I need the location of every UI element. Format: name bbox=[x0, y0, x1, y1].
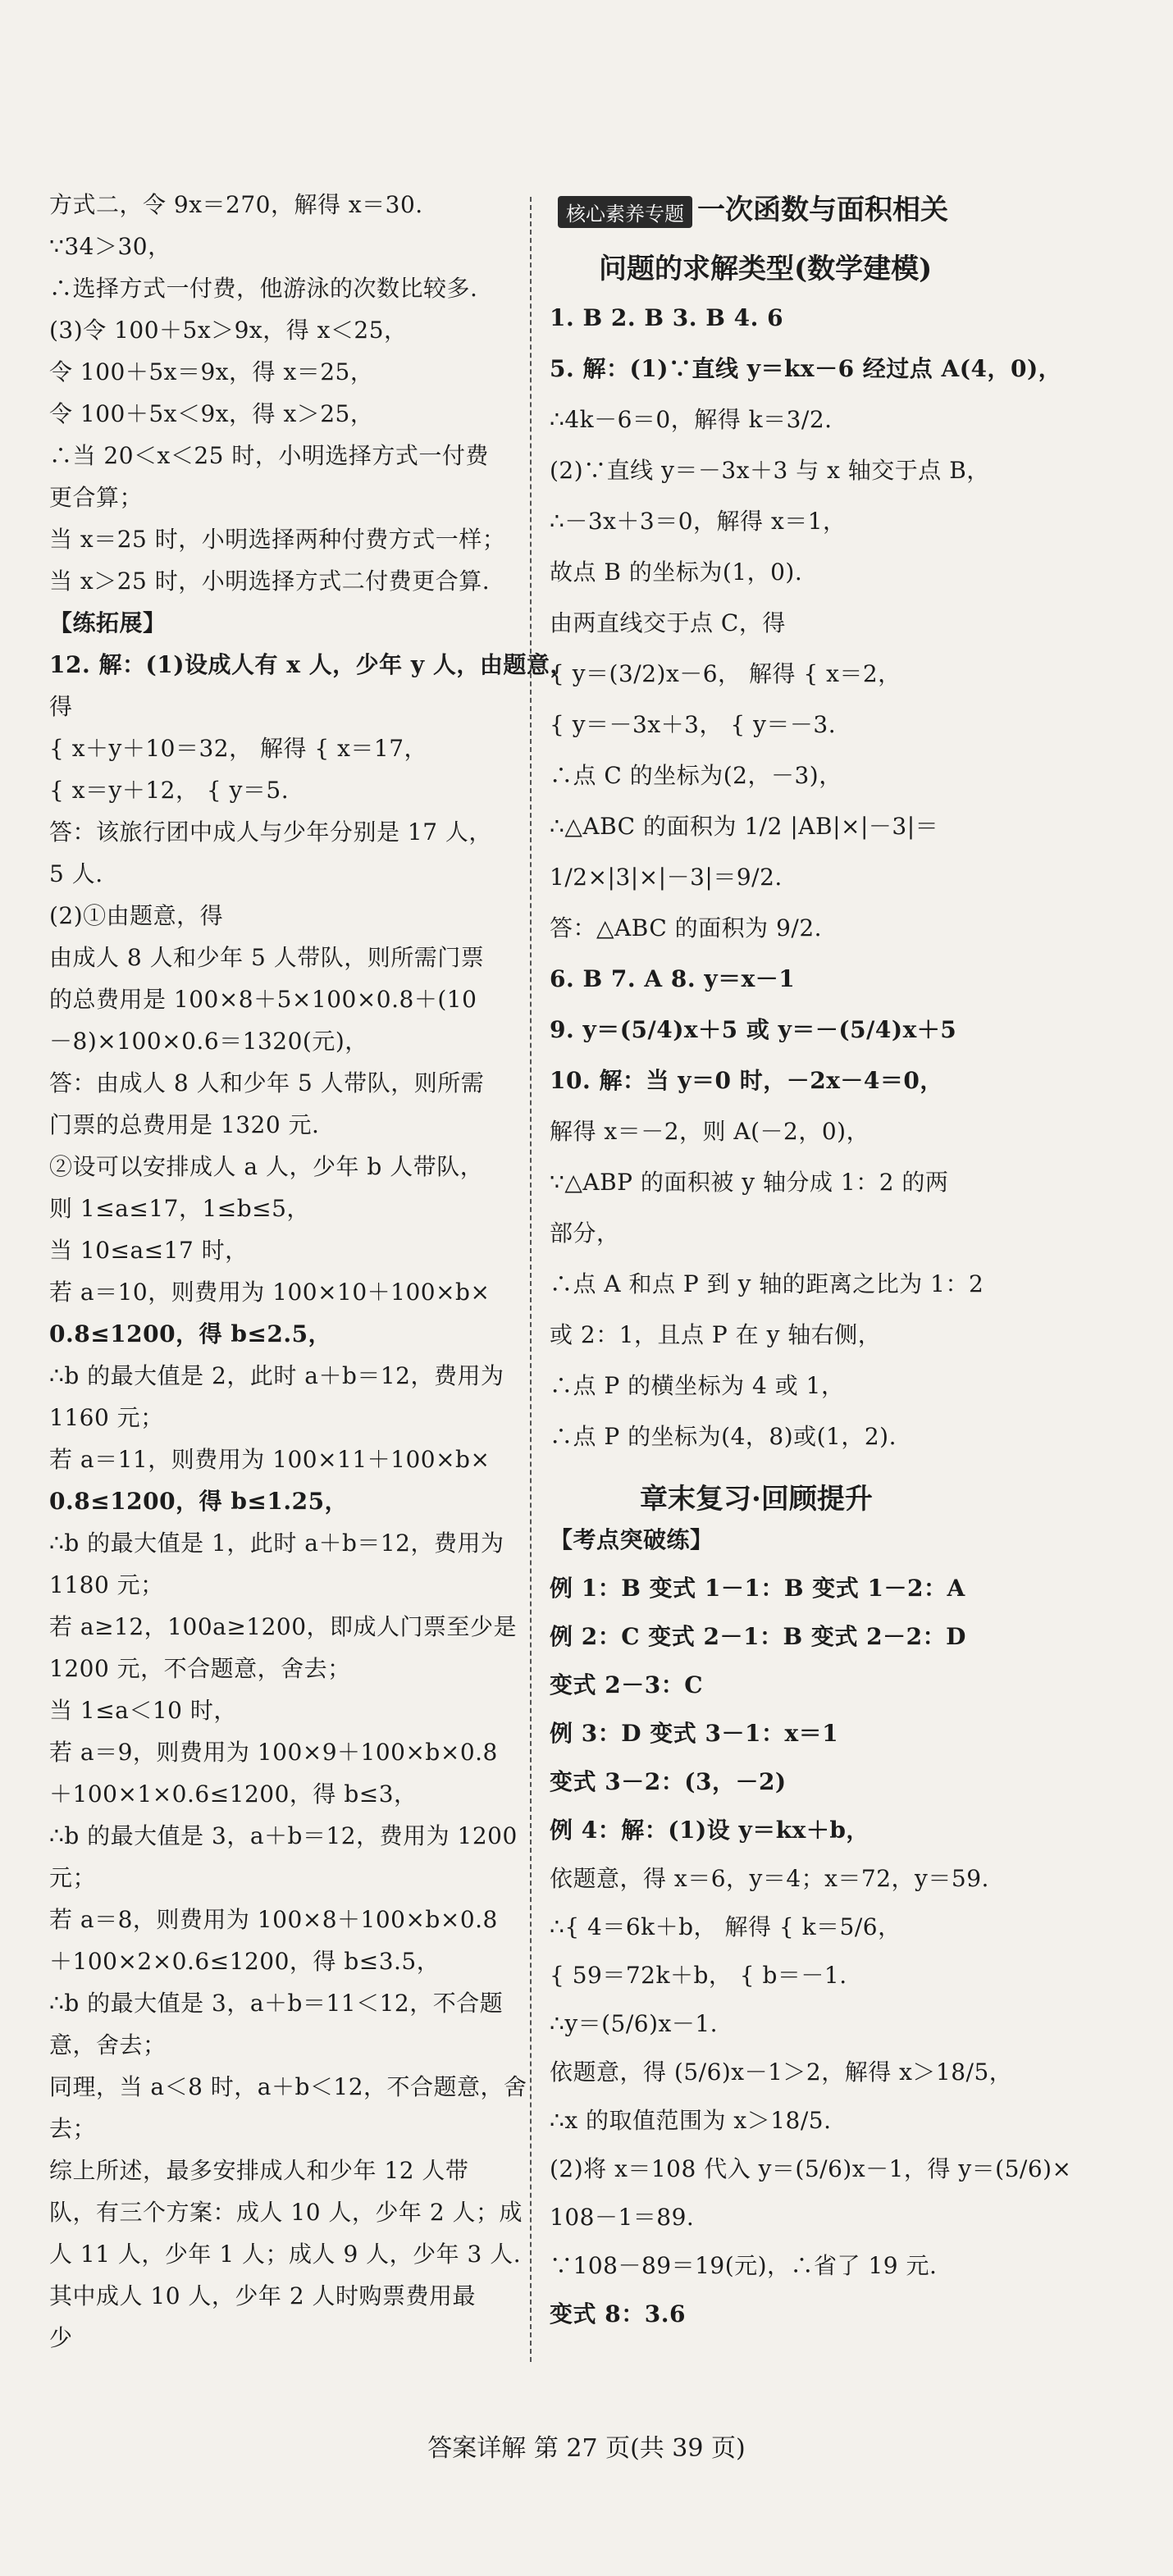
text-line: 答：该旅行团中成人与少年分别是 17 人， bbox=[49, 818, 492, 846]
text-line: 或 2：1，且点 P 在 y 轴右侧， bbox=[550, 1321, 882, 1348]
text-line: ∴b 的最大值是 3，a＋b＝11＜12，不合题 bbox=[49, 1990, 504, 2017]
page-footer: 答案详解 第 27 页(共 39 页) bbox=[427, 2434, 746, 2463]
text-line: 10. 解：当 y＝0 时，－2x－4＝0， bbox=[550, 1067, 943, 1094]
text-line: 例 1：B 变式 1－1：B 变式 1－2：A bbox=[550, 1575, 965, 1602]
text-line: ∵△ABP 的面积被 y 轴分成 1：2 的两 bbox=[550, 1169, 949, 1196]
text-line: 【考点突破练】 bbox=[550, 1526, 714, 1553]
text-line: 1. B 2. B 3. B 4. 6 bbox=[550, 304, 784, 331]
text-line: 队，有三个方案：成人 10 人，少年 2 人；成 bbox=[49, 2199, 523, 2226]
text-line: (3)令 100＋5x＞9x，得 x＜25， bbox=[49, 317, 408, 344]
text-line: 1/2×|3|×|－3|＝9/2. bbox=[550, 864, 783, 891]
text-line: 例 3：D 变式 3－1：x＝1 bbox=[550, 1720, 839, 1747]
text-line: 例 4：解：(1)设 y＝kx＋b， bbox=[550, 1817, 869, 1844]
text-line: { 59＝72k＋b， { b＝－1. bbox=[550, 1962, 847, 1989]
column-divider bbox=[530, 197, 532, 2362]
topic-badge: 核心素养专题 bbox=[558, 196, 692, 228]
text-line: 答：△ABC 的面积为 9/2. bbox=[550, 914, 823, 941]
text-line: 其中成人 10 人，少年 2 人时购票费用最 bbox=[49, 2282, 477, 2309]
text-line: 6. B 7. A 8. y＝x－1 bbox=[550, 965, 796, 992]
text-line: 人 11 人，少年 1 人；成人 9 人，少年 3 人. bbox=[49, 2241, 522, 2268]
text-line: 当 x＞25 时，小明选择方式二付费更合算. bbox=[49, 568, 491, 595]
text-line: 则 1≤a≤17，1≤b≤5， bbox=[49, 1195, 310, 1222]
text-line: ＋100×2×0.6≤1200，得 b≤3.5， bbox=[49, 1948, 440, 1975]
text-line: 108－1＝89. bbox=[550, 2204, 695, 2231]
text-line: 同理，当 a＜8 时，a＋b＜12，不合题意，舍 bbox=[49, 2073, 527, 2100]
text-line: 依题意，得 x＝6，y＝4；x＝72，y＝59. bbox=[550, 1865, 989, 1892]
text-line: ∴－3x＋3＝0，解得 x＝1， bbox=[550, 508, 847, 535]
text-line: ∴点 C 的坐标为(2，－3)， bbox=[550, 762, 842, 789]
text-line: { y＝－3x＋3， { y＝－3. bbox=[550, 711, 837, 738]
text-line: 0.8≤1200，得 b≤2.5， bbox=[49, 1320, 332, 1347]
text-line: ∴b 的最大值是 2，此时 a＋b＝12，费用为 bbox=[49, 1362, 504, 1389]
text-line: 少 bbox=[49, 2324, 73, 2351]
text-line: 方式二，令 9x＝270，解得 x＝30. bbox=[49, 191, 423, 218]
text-line: 令 100＋5x＝9x，得 x＝25， bbox=[49, 358, 374, 385]
text-line: ∴当 20＜x＜25 时，小明选择方式一付费 bbox=[49, 442, 489, 469]
text-line: ②设可以安排成人 a 人，少年 b 人带队， bbox=[49, 1153, 484, 1180]
text-line: 门票的总费用是 1320 元. bbox=[49, 1111, 320, 1138]
text-line: (2)①由题意，得 bbox=[49, 902, 224, 929]
text-line: 若 a＝8，则费用为 100×8＋100×b×0.8 bbox=[49, 1906, 498, 1933]
topic-title-line2: 问题的求解类型(数学建模) bbox=[599, 253, 933, 285]
text-line: 【练拓展】 bbox=[49, 609, 167, 636]
text-line: 变式 2－3：C bbox=[550, 1671, 703, 1698]
text-line: 令 100＋5x＜9x，得 x＞25， bbox=[49, 400, 374, 427]
text-line: ∴{ 4＝6k＋b， 解得 { k＝5/6， bbox=[550, 1913, 901, 1940]
text-line: 0.8≤1200，得 b≤1.25， bbox=[49, 1488, 349, 1515]
text-line: { x＝y＋12， { y＝5. bbox=[49, 777, 290, 804]
text-line: 当 10≤a≤17 时， bbox=[49, 1237, 249, 1264]
text-line: 变式 3－2：(3，－2) bbox=[550, 1768, 787, 1795]
text-line: 综上所述，最多安排成人和少年 12 人带 bbox=[49, 2157, 469, 2184]
text-line: 1200 元，不合题意，舍去； bbox=[49, 1655, 351, 1682]
topic-title-line1: 一次函数与面积相关 bbox=[697, 194, 948, 226]
text-line: 故点 B 的坐标为(1，0). bbox=[550, 559, 803, 586]
special-topic-title bbox=[558, 187, 948, 228]
text-line: 变式 8：3.6 bbox=[550, 2300, 686, 2328]
text-line: 5 人. bbox=[49, 860, 103, 887]
text-line: ∴x 的取值范围为 x＞18/5. bbox=[550, 2107, 832, 2134]
text-line: ∴点 P 的坐标为(4，8)或(1，2). bbox=[550, 1423, 897, 1450]
text-line: 若 a≥12，100a≥1200，即成人门票至少是 bbox=[49, 1613, 518, 1640]
text-line: 若 a＝10，则费用为 100×10＋100×b× bbox=[49, 1279, 491, 1306]
text-line: 若 a＝11，则费用为 100×11＋100×b× bbox=[49, 1446, 491, 1473]
text-line: ∴b 的最大值是 3，a＋b＝12，费用为 1200 bbox=[49, 1822, 518, 1849]
text-line: 得 bbox=[49, 693, 73, 720]
text-line: 答：由成人 8 人和少年 5 人带队，则所需 bbox=[49, 1069, 485, 1097]
text-line: 依题意，得 (5/6)x－1＞2，解得 x＞18/5， bbox=[550, 2059, 1013, 2086]
text-line: 若 a＝9，则费用为 100×9＋100×b×0.8 bbox=[49, 1739, 498, 1766]
text-line: 元； bbox=[49, 1864, 97, 1891]
text-line: 更合算； bbox=[49, 484, 144, 511]
text-line: ∴点 P 的横坐标为 4 或 1， bbox=[550, 1372, 845, 1399]
text-line: 1160 元； bbox=[49, 1404, 164, 1431]
text-line: { y＝(3/2)x－6， 解得 { x＝2， bbox=[550, 660, 901, 687]
text-line: ∴点 A 和点 P 到 y 轴的距离之比为 1：2 bbox=[550, 1270, 984, 1297]
text-line: ∴4k－6＝0，解得 k＝3/2. bbox=[550, 406, 833, 433]
text-line: ∵108－89＝19(元)，∴省了 19 元. bbox=[550, 2252, 938, 2279]
text-line: 5. 解：(1)∵直线 y＝kx－6 经过点 A(4，0)， bbox=[550, 355, 1062, 382]
text-line: 的总费用是 100×8＋5×100×0.8＋(10 bbox=[49, 986, 477, 1013]
text-line: ∴△ABC 的面积为 1/2 |AB|×|－3|＝ bbox=[550, 813, 939, 840]
text-line: (2)将 x＝108 代入 y＝(5/6)x－1，得 y＝(5/6)× bbox=[550, 2155, 1072, 2182]
text-line: 当 x＝25 时，小明选择两种付费方式一样； bbox=[49, 526, 506, 553]
text-line: (2)∵直线 y＝－3x＋3 与 x 轴交于点 B， bbox=[550, 457, 990, 484]
text-line: 解得 x＝－2，则 A(－2，0)， bbox=[550, 1118, 870, 1145]
text-line: 由两直线交于点 C，得 bbox=[550, 609, 786, 636]
text-line: ∵34＞30， bbox=[49, 233, 171, 260]
text-line: －8)×100×0.6＝1320(元)， bbox=[49, 1028, 368, 1055]
text-line: 9. y＝(5/4)x＋5 或 y＝－(5/4)x＋5 bbox=[550, 1016, 957, 1043]
text-line: 当 1≤a＜10 时， bbox=[49, 1697, 237, 1724]
text-line: 1180 元； bbox=[49, 1571, 164, 1598]
text-line: 由成人 8 人和少年 5 人带队，则所需门票 bbox=[49, 944, 485, 971]
text-line: ∴选择方式一付费，他游泳的次数比较多. bbox=[49, 275, 478, 302]
text-line: 去； bbox=[49, 2115, 97, 2142]
text-line: 例 2：C 变式 2－1：B 变式 2－2：D bbox=[550, 1623, 966, 1650]
text-line: { x＋y＋10＝32， 解得 { x＝17， bbox=[49, 735, 428, 762]
text-line: 意，舍去； bbox=[49, 2031, 167, 2059]
text-line: 部分， bbox=[550, 1220, 620, 1247]
text-line: ∴b 的最大值是 1，此时 a＋b＝12，费用为 bbox=[49, 1530, 504, 1557]
text-line: ＋100×1×0.6≤1200，得 b≤3， bbox=[49, 1780, 418, 1808]
text-line: ∴y＝(5/6)x－1. bbox=[550, 2010, 719, 2037]
text-line: 12. 解：(1)设成人有 x 人，少年 y 人，由题意， bbox=[49, 651, 573, 678]
chapter-review-title: 章末复习·回顾提升 bbox=[640, 1483, 873, 1516]
